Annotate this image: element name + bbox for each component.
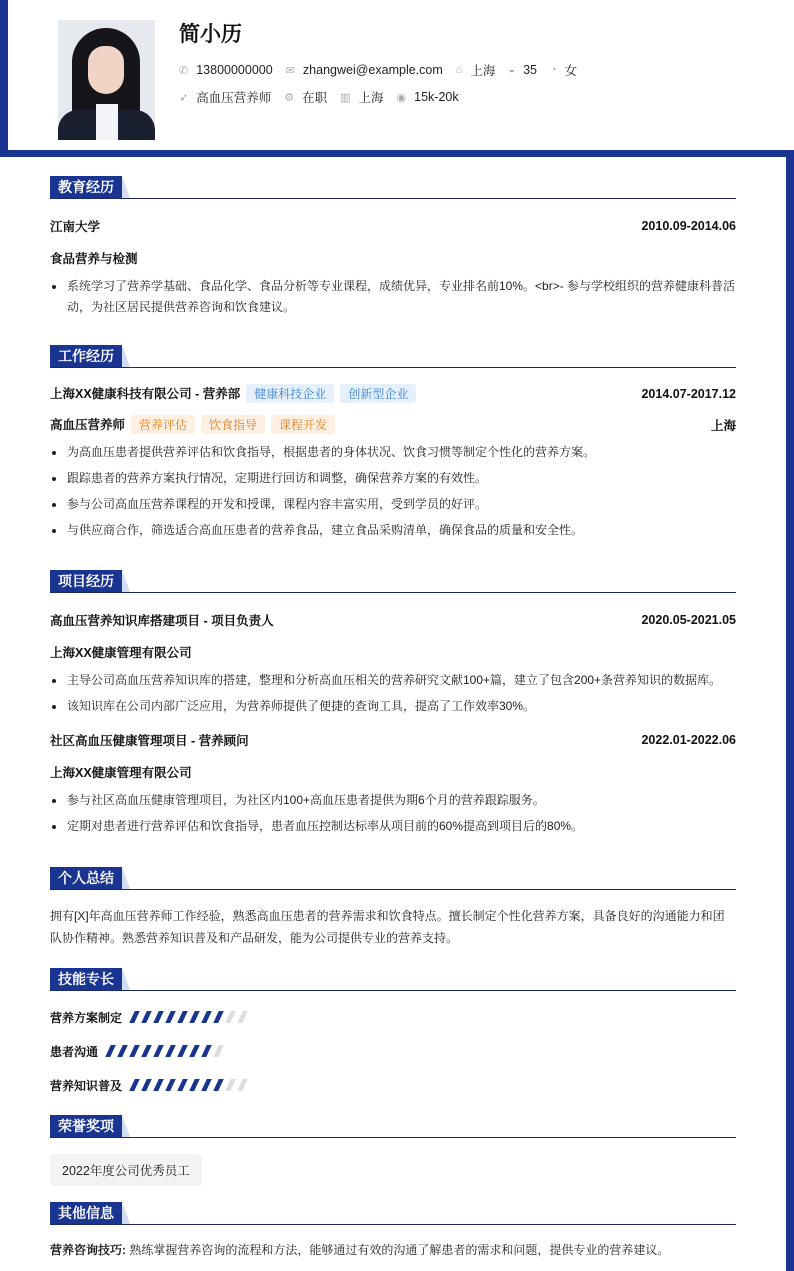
section-title: 其他信息 <box>50 1202 122 1224</box>
bullet-item: 与供应商合作，筛选适合高血压患者的营养食品，建立食品采购清单，确保食品的质量和安全性。 <box>50 520 736 541</box>
work-city: 上海 <box>710 418 736 433</box>
bullet-item: 该知识库在公司内部广泛应用，为营养师提供了便捷的查询工具，提高了工作效率30%。 <box>50 696 736 717</box>
skill-segment <box>117 1045 128 1057</box>
avatar-photo <box>58 20 155 140</box>
role-tag: 饮食指导 <box>201 415 265 434</box>
edu-date: 2010.09-2014.06 <box>641 219 736 233</box>
skill-segment <box>141 1045 152 1057</box>
skill-segment <box>165 1045 176 1057</box>
other-text: 熟练掌握营养咨询的流程和方法，能够通过有效的沟通了解患者的需求和问题，提供专业的营养建议。 <box>129 1243 670 1257</box>
bullet-item: 为高血压患者提供营养评估和饮食指导，根据患者的身体状况、饮食习惯等制定个性化的营养方案。 <box>50 442 736 463</box>
summary-text: 拥有[X]年高血压营养师工作经验，熟悉高血压患者的营养需求和饮食特点。擅长制定个性化营养方案，具备良好的沟通能力和团队协作精神。熟悉营养知识普及和产品研发，能为公司提供专业的营养支持。 <box>50 909 725 945</box>
bullet-list <box>50 790 736 837</box>
skill-row <box>50 1034 736 1068</box>
building-icon: ▥ <box>340 91 351 104</box>
skill-segment <box>141 1079 152 1091</box>
skill-segment <box>189 1011 200 1023</box>
award-item: 2022年度公司优秀员工 <box>50 1154 202 1186</box>
target-city: 上海 <box>358 91 384 105</box>
send-icon: ➶ <box>179 91 189 104</box>
gender-icon: ◔ <box>550 64 557 76</box>
section-title: 荣誉奖项 <box>50 1115 122 1137</box>
skill-name: 患者沟通 <box>50 1044 99 1059</box>
age: 35 <box>523 63 537 77</box>
section-title: 技能专长 <box>50 968 122 990</box>
frame-border-left <box>0 0 8 157</box>
bullet-list <box>50 276 736 318</box>
bullet-item: 参与公司高血压营养课程的开发和授课，课程内容丰富实用，受到学员的好评。 <box>50 494 736 515</box>
skill-name: 营养方案制定 <box>50 1010 123 1025</box>
home-icon: ⌂ <box>455 64 463 76</box>
school: 江南大学 <box>50 220 101 234</box>
skill-segment <box>165 1079 176 1091</box>
project-name: 高血压营养知识库搭建项目 - 项目负责人 <box>50 614 274 628</box>
summary-section <box>50 867 736 949</box>
bullet-item: 主导公司高血压营养知识库的搭建，整理和分析高血压相关的营养研究文献100+篇，建立了包含200+条营养知识的数据库。 <box>50 670 736 691</box>
skill-segment <box>165 1011 176 1023</box>
skills-section <box>50 968 736 1102</box>
skill-segment <box>153 1079 164 1091</box>
bullet-list <box>50 442 736 541</box>
project-date: 2020.05-2021.05 <box>641 613 736 627</box>
skill-segment <box>129 1011 140 1023</box>
skill-level-bar <box>108 1045 228 1057</box>
skill-level-bar <box>132 1011 252 1023</box>
skill-row <box>50 1068 736 1102</box>
skill-segment <box>201 1079 212 1091</box>
project-item <box>50 611 736 717</box>
bullet-item: 跟踪患者的营养方案执行情况，定期进行回访和调整，确保营养方案的有效性。 <box>50 468 736 489</box>
skill-segment <box>201 1045 212 1057</box>
section-title: 工作经历 <box>50 345 122 367</box>
skill-segment <box>237 1079 248 1091</box>
project-date: 2022.01-2022.06 <box>641 733 736 747</box>
project-org: 上海XX健康管理有限公司 <box>50 646 192 660</box>
skill-level-bar <box>132 1079 252 1091</box>
skill-segment <box>141 1011 152 1023</box>
email: zhangwei@example.com <box>302 63 443 77</box>
skill-segment <box>177 1045 188 1057</box>
skill-segment <box>105 1045 116 1057</box>
skill-segment <box>129 1045 140 1057</box>
company: 上海XX健康科技有限公司 - 营养部 <box>50 387 241 401</box>
bullet-item: 定期对患者进行营养评估和饮食指导，患者血压控制达标率从项目前的60%提高到项目后的80%。 <box>50 816 736 837</box>
salary: 15k-20k <box>414 90 459 104</box>
skill-segment <box>153 1045 164 1057</box>
awards-section <box>50 1115 736 1186</box>
frame-border-right <box>786 150 794 1271</box>
contact-row <box>179 61 590 79</box>
frame-divider-bar <box>0 150 794 157</box>
skill-segment <box>213 1045 224 1057</box>
project-org: 上海XX健康管理有限公司 <box>50 766 192 780</box>
skill-segment <box>129 1079 140 1091</box>
skill-segment <box>177 1079 188 1091</box>
section-title: 项目经历 <box>50 570 122 592</box>
skill-segment <box>153 1011 164 1023</box>
bullet-item: 参与社区高血压健康管理项目，为社区内100+高血压患者提供为期6个月的营养跟踪服务。 <box>50 790 736 811</box>
status: 在职 <box>302 91 328 105</box>
role-tag: 课程开发 <box>271 415 335 434</box>
skill-segment <box>177 1011 188 1023</box>
skill-segment <box>225 1079 236 1091</box>
job-intent-row <box>179 88 472 106</box>
cake-icon: ◒ <box>508 64 516 76</box>
phone: 13800000000 <box>196 63 273 77</box>
skill-segment <box>201 1011 212 1023</box>
role-tag: 营养评估 <box>131 415 195 434</box>
other-section <box>50 1202 736 1261</box>
skill-segment <box>237 1011 248 1023</box>
education-section <box>50 176 736 323</box>
skill-segment <box>189 1045 200 1057</box>
skill-segment <box>213 1011 224 1023</box>
bullet-item: 系统学习了营养学基础、食品化学、食品分析等专业课程，成绩优异，专业排名前10%。<br>- 参与学校组织的营养健康科普活动，为社区居民提供营养咨询和饮食建议。 <box>50 276 736 318</box>
major: 食品营养与检测 <box>50 252 138 266</box>
skill-segment <box>189 1079 200 1091</box>
project-item <box>50 731 736 837</box>
email-icon: ✉ <box>285 64 295 77</box>
skill-segment <box>225 1011 236 1023</box>
other-label: 营养咨询技巧: <box>50 1243 126 1257</box>
company-tag: 健康科技企业 <box>246 384 334 403</box>
city: 上海 <box>470 64 496 78</box>
money-icon: ◉ <box>396 91 407 104</box>
project-section <box>50 570 736 842</box>
phone-icon: ✆ <box>179 64 189 77</box>
project-name: 社区高血压健康管理项目 - 营养顾问 <box>50 734 249 748</box>
work-date: 2014.07-2017.12 <box>641 386 736 401</box>
work-section <box>50 345 736 546</box>
section-title: 教育经历 <box>50 176 122 198</box>
skill-row <box>50 1000 736 1034</box>
skill-name: 营养知识普及 <box>50 1078 123 1093</box>
section-title: 个人总结 <box>50 867 122 889</box>
position: 高血压营养师 <box>196 91 272 105</box>
gender: 女 <box>564 64 578 78</box>
company-tag: 创新型企业 <box>340 384 416 403</box>
role: 高血压营养师 <box>50 418 126 432</box>
bullet-list <box>50 670 736 717</box>
candidate-name: 简小历 <box>179 23 242 46</box>
skill-segment <box>213 1079 224 1091</box>
gear-icon: ⚙ <box>284 91 295 104</box>
